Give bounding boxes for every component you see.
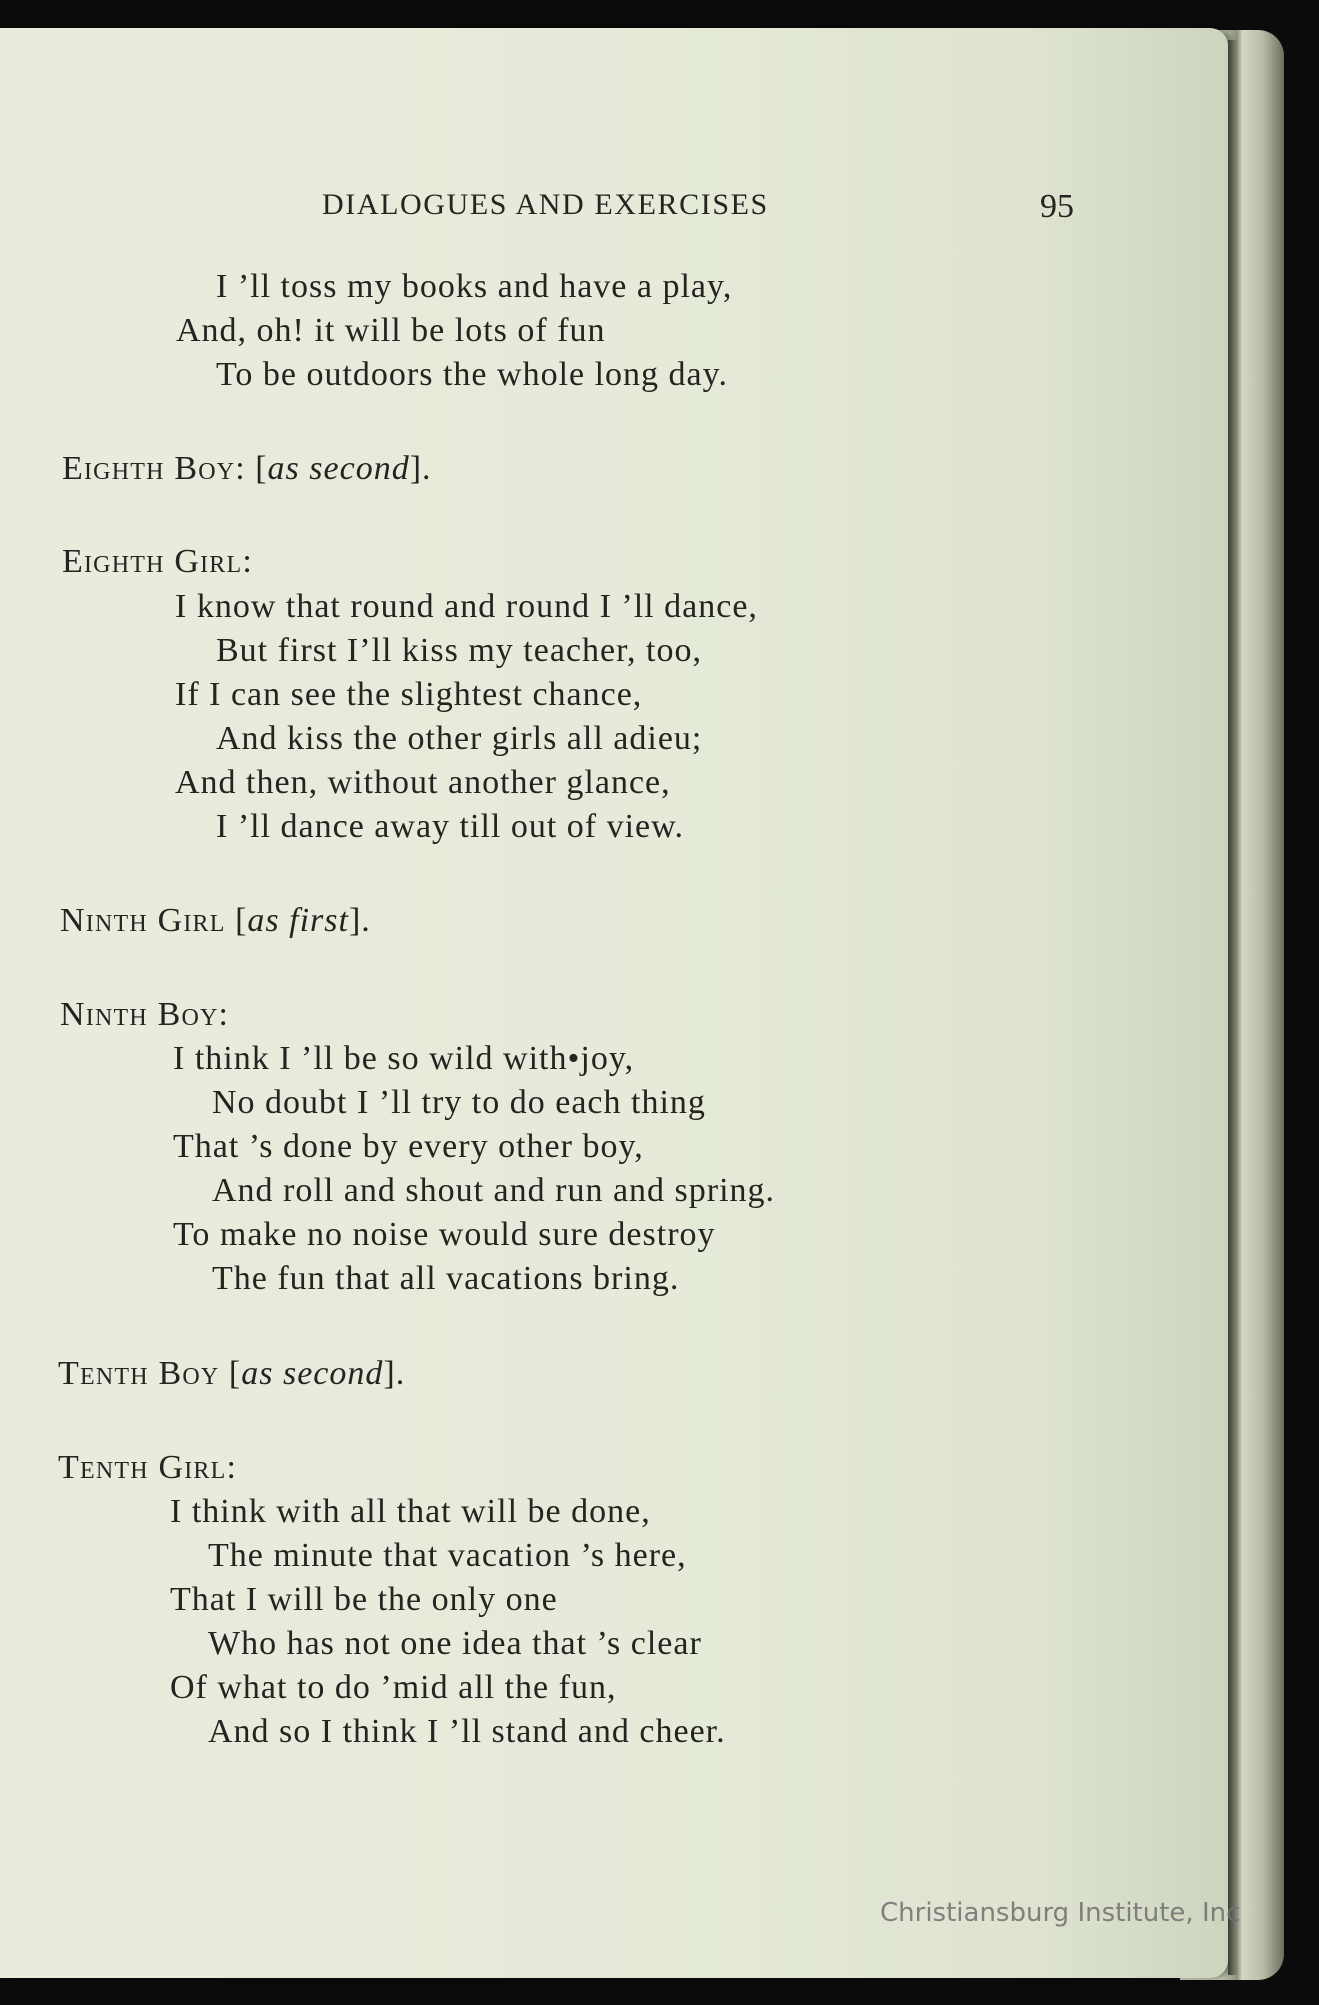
verse-line: The fun that all vacations bring. (212, 1260, 680, 1297)
speaker-name: Ninth Girl (60, 902, 226, 939)
verse-line: If I can see the slightest chance, (175, 676, 643, 713)
verse-line: Who has not one idea that ’s clear (208, 1625, 702, 1662)
speaker-name: Tenth Boy (58, 1355, 220, 1392)
page-number: 95 (1040, 188, 1074, 225)
speaker-name: Tenth Girl (58, 1449, 227, 1486)
running-head: DIALOGUES AND EXERCISES (322, 188, 769, 221)
verse-line: And so I think I ’ll stand and cheer. (208, 1713, 726, 1750)
verse-line: I think I ’ll be so wild with•joy, (173, 1040, 635, 1077)
stage-direction: as first (247, 902, 349, 939)
verse-line: Of what to do ’mid all the fun, (170, 1669, 617, 1706)
speaker-heading: Tenth Girl: (58, 1449, 237, 1486)
speaker-name: Eighth Boy (62, 450, 236, 487)
stage-direction: as second (267, 450, 410, 487)
verse-line: That ’s done by every other boy, (173, 1128, 644, 1165)
verse-line: To be outdoors the whole long day. (216, 356, 728, 393)
speaker-heading: Eighth Girl: (62, 543, 253, 580)
verse-line: That I will be the only one (170, 1581, 558, 1618)
verse-line: I ’ll toss my books and have a play, (216, 268, 733, 305)
verse-line: And then, without another glance, (175, 764, 671, 801)
verse-line: But first I’ll kiss my teacher, too, (216, 632, 703, 669)
page-fold (1228, 40, 1238, 1975)
verse-line: I know that round and round I ’ll dance, (175, 588, 758, 625)
watermark: Christiansburg Institute, Inc (880, 1898, 1241, 1928)
verse-line: I think with all that will be done, (170, 1493, 651, 1530)
speaker-heading: Eighth Boy: [as second]. (62, 450, 432, 487)
speaker-heading: Tenth Boy [as second]. (58, 1355, 406, 1392)
speaker-heading: Ninth Girl [as first]. (60, 902, 371, 939)
speaker-heading: Ninth Boy: (60, 996, 229, 1033)
verse-line: The minute that vacation ’s here, (208, 1537, 687, 1574)
verse-line: To make no noise would sure destroy (173, 1216, 716, 1253)
verse-line: No doubt I ’ll try to do each thing (212, 1084, 706, 1121)
stage-direction: as second (241, 1355, 384, 1392)
verse-line: And kiss the other girls all adieu; (216, 720, 703, 757)
verse-line: I ’ll dance away till out of view. (216, 808, 684, 845)
speaker-name: Ninth Boy (60, 996, 219, 1033)
verse-line: And roll and shout and run and spring. (212, 1172, 776, 1209)
verse-line: And, oh! it will be lots of fun (176, 312, 606, 349)
speaker-name: Eighth Girl (62, 543, 243, 580)
